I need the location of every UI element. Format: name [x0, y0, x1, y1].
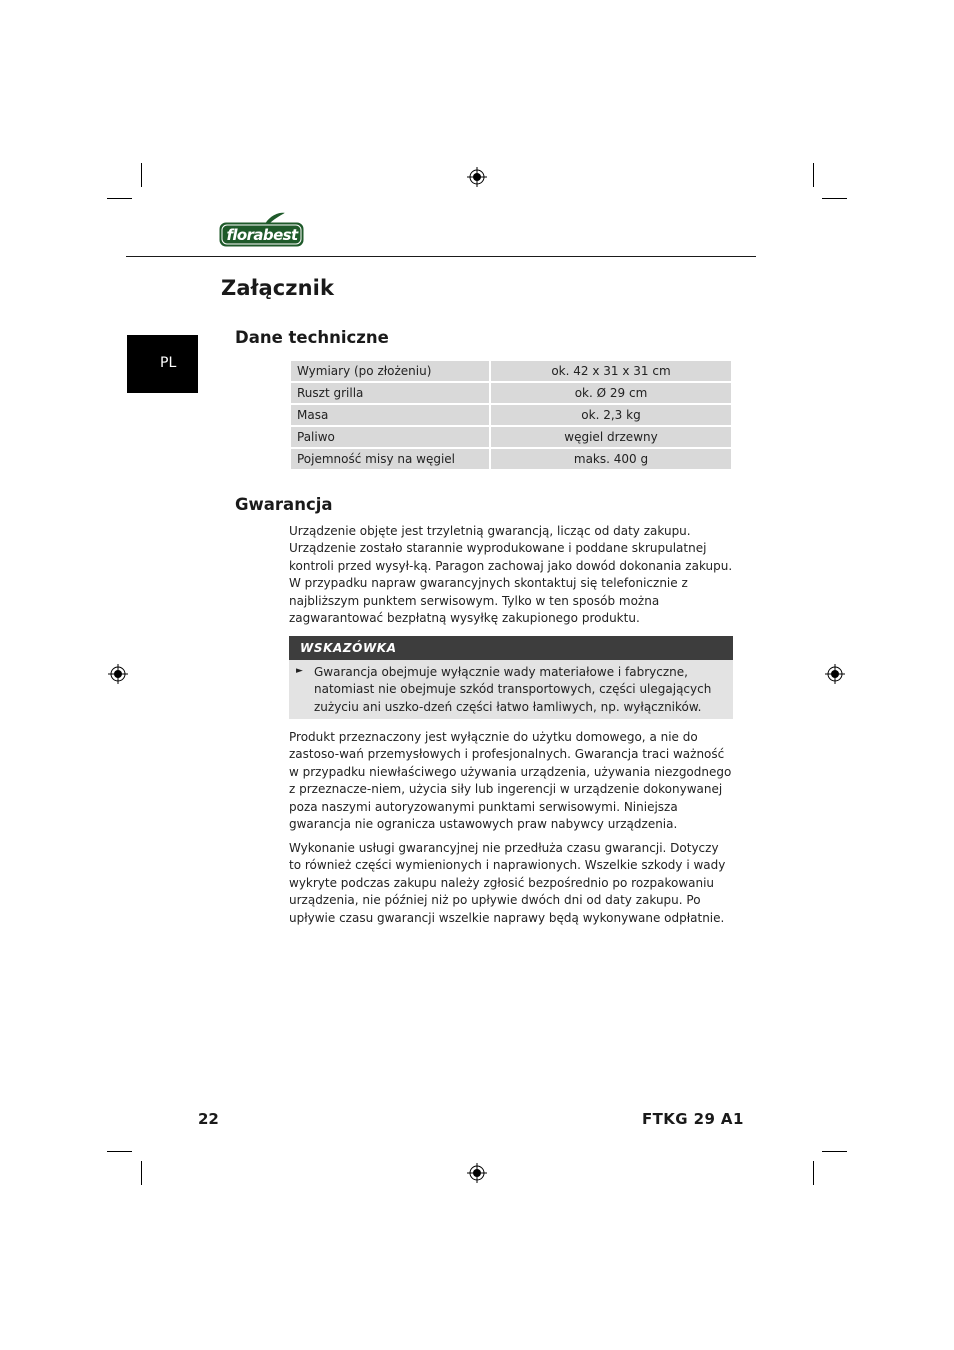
spec-value: ok. Ø 29 cm	[491, 383, 731, 403]
warranty-paragraph: Urządzenie objęte jest trzyletnią gwarancją, licząc od daty zakupu. Urządzenie zostało starannie wyprodukowane i poddane skrupulatnej kontroli przed wysył-ką. Paragon zachowaj jako dowód dokonania zakupu. W przypadku napraw gwarancyjnych skontaktuj się telefonicznie z najbliższym punktem serwisowym. Tylko w ten sposób można zagwarantować bezpłatną wysyłkę zakupionego produktu.	[289, 524, 733, 626]
spec-label: Ruszt grilla	[291, 383, 489, 403]
spec-value: ok. 2,3 kg	[491, 405, 731, 425]
registration-mark-icon	[108, 664, 128, 684]
spec-label: Masa	[291, 405, 489, 425]
spec-label: Paliwo	[291, 427, 489, 447]
florabest-logo	[219, 212, 305, 248]
spec-label: Wymiary (po złożeniu)	[291, 361, 489, 381]
note-header	[289, 636, 733, 660]
table-row	[291, 361, 731, 381]
crop-mark	[107, 198, 132, 199]
crop-mark	[822, 198, 847, 199]
warranty-section-title: Gwarancja	[235, 495, 333, 514]
registration-mark-icon	[467, 1163, 487, 1183]
crop-mark	[141, 163, 142, 187]
spec-value: maks. 400 g	[491, 449, 731, 469]
spec-label: Pojemność misy na węgiel	[291, 449, 489, 469]
spec-value: węgiel drzewny	[491, 427, 731, 447]
brand-text: florabest	[226, 226, 298, 244]
page-number: 22	[198, 1110, 219, 1128]
language-tab-label: PL	[160, 355, 177, 371]
page-title: Załącznik	[221, 276, 335, 300]
table-row	[291, 383, 731, 403]
spec-value: ok. 42 x 31 x 31 cm	[491, 361, 731, 381]
note-heading: WSKAZÓWKA	[300, 641, 397, 655]
registration-mark-icon	[825, 664, 845, 684]
header-rule	[126, 256, 756, 257]
table-row	[291, 405, 731, 425]
registration-mark-icon	[467, 167, 487, 187]
language-tab	[127, 335, 198, 393]
warranty-paragraph: Produkt przeznaczony jest wyłącznie do użytku domowego, a nie do zastoso-wań przemysłowych i profesjonalnych. Gwarancja traci ważność w przypadku niewłaściwego używania urządzenia, używania niezgodnego z przeznacze-niem, użycia siły lub ingerencji w urządzenie dokonywanej poza naszymi autoryzowanymi punktami serwisowymi. Niniejsza gwarancja nie ogranicza ustawowych praw nabywcy urządzenia.	[289, 730, 732, 832]
crop-mark	[813, 1161, 814, 1185]
crop-mark	[107, 1151, 132, 1152]
model-number: FTKG 29 A1	[642, 1110, 744, 1128]
spec-table	[289, 359, 733, 471]
table-row	[291, 427, 731, 447]
note-text: Gwarancja obejmuje wyłącznie wady materiałowe i fabryczne, natomiast nie obejmuje szkód transportowych, części ulegających zużyciu ani uszko-dzeń części łatwo łamliwych, np. wyłączników.	[314, 665, 712, 714]
crop-mark	[813, 163, 814, 187]
tech-section-title: Dane techniczne	[235, 328, 389, 347]
crop-mark	[822, 1151, 847, 1152]
warranty-paragraph: Wykonanie usługi gwarancyjnej nie przedłuża czasu gwarancji. Dotyczy to również części wymienionych i naprawionych. Wszelkie szkody i wady wykryte podczas zakupu należy zgłosić bezpośrednio po rozpakowaniu urządzenia, nie później niż po upływie dwóch dni od daty zakupu. Po upływie czasu gwarancji wszelkie naprawy będą wykonywane odpłatnie.	[289, 841, 726, 925]
arrow-bullet-icon: ►	[296, 666, 303, 676]
table-row	[291, 449, 731, 469]
crop-mark	[141, 1161, 142, 1185]
